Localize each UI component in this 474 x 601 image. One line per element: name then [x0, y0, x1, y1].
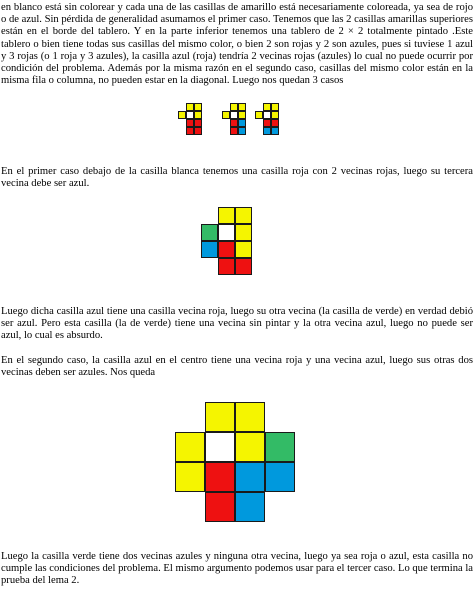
second-case-cell [235, 432, 265, 462]
first-case-cell [218, 241, 235, 258]
case-1-cell [194, 127, 202, 135]
second-case-cell [235, 462, 265, 492]
case-2-cell [230, 111, 238, 119]
first-case-cell [218, 224, 235, 241]
case-3-cell [263, 119, 271, 127]
case-1-cell [194, 119, 202, 127]
case-2-cell [238, 127, 246, 135]
case-1-cell [186, 127, 194, 135]
case-1-cell [186, 103, 194, 111]
paragraph-second-case: En el segundo caso, la casilla azul en el centro tiene una vecina roja y una vecina azul, luego sus otras dos vecinas deben ser azules. Nos queda [1, 355, 473, 379]
second-case-cell [175, 462, 205, 492]
case-2-cell [238, 119, 246, 127]
case-3-cell [263, 103, 271, 111]
case-1-cell [186, 119, 194, 127]
case-2-cell [238, 111, 246, 119]
case-1-cell [186, 111, 194, 119]
case-3-cell [263, 127, 271, 135]
second-case-cell [205, 492, 235, 522]
case-2-cell [230, 119, 238, 127]
case-1-cell [178, 111, 186, 119]
first-case-cell [218, 258, 235, 275]
case-3-cell [271, 127, 279, 135]
case-2-cell [238, 103, 246, 111]
case-3-cell [263, 111, 271, 119]
case-2-cell [222, 111, 230, 119]
second-case-cell [235, 492, 265, 522]
case-3-cell [271, 119, 279, 127]
case-1-cell [194, 111, 202, 119]
second-case-cell [265, 432, 295, 462]
first-case-cell [235, 207, 252, 224]
first-case-cell [235, 224, 252, 241]
first-case-cell [218, 207, 235, 224]
second-case-cell [205, 402, 235, 432]
case-1-cell [194, 103, 202, 111]
first-case-cell [235, 258, 252, 275]
second-case-cell [205, 432, 235, 462]
second-case-cell [235, 402, 265, 432]
second-case-cell [175, 432, 205, 462]
case-3-cell [271, 103, 279, 111]
case-3-cell [255, 111, 263, 119]
second-case-cell [205, 462, 235, 492]
paragraph-first-case-contradiction: Luego dicha casilla azul tiene una casilla vecina roja, luego su otra vecina (la casilla de verde) en verdad debió ser azul. Pero esta casilla (la de verde) tiene una vecina sin pintar y la otra vecina azul, luego no puede ser azul, lo cual es absurdo. [1, 306, 473, 342]
case-2-cell [230, 103, 238, 111]
case-2-cell [230, 127, 238, 135]
first-case-cell [201, 224, 218, 241]
first-case-cell [201, 241, 218, 258]
first-case-cell [235, 241, 252, 258]
paragraph-conclusion: Luego la casilla verde tiene dos vecinas azules y ninguna otra vecina, luego ya sea roja o azul, esta casilla no cumple las condiciones del problema. El mismo argumento podemos usar para el tercer caso. Lo que termina la prueba del lema 2. [1, 551, 473, 587]
paragraph-first-case: En el primer caso debajo de la casilla blanca tenemos una casilla roja con 2 vecinas rojas, luego su tercera vecina debe ser azul. [1, 166, 473, 190]
second-case-cell [265, 462, 295, 492]
paragraph-intro: en blanco está sin colorear y cada una de las casillas de amarillo está necesariamente coloreada, ya sea de rojo o de azul. Sin pérdida de generalidad asumamos el primer caso. Tenemos que las 2 casillas amarillas superiores están en el borde del tablero. Y en la parte inferior tenemos una tablero de 2 × 2 totalmente pintado .Este tablero o bien tiene todas sus casillas del mismo color, o bien 2 son rojas y 2 son azules, pues si tuviese 1 azul y 3 rojas (o 1 roja y 3 azules), la casilla azul (roja) tendría 2 vecinas rojas (azules) lo cual no puede ocurrir por condición del problema. Además por la misma razón en el segundo caso, casillas del mismo color están en la misma fila o columna, no pueden estar en la diagonal. Luego nos quedan 3 casos [1, 2, 473, 87]
case-3-cell [271, 111, 279, 119]
